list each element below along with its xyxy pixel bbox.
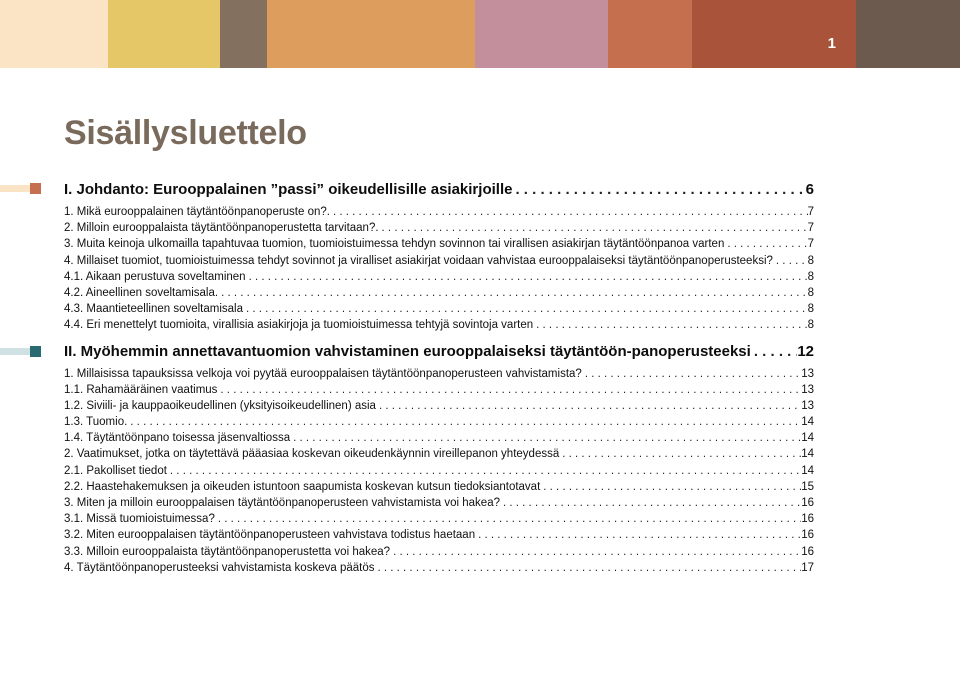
color-segment bbox=[475, 0, 608, 68]
toc-entry[interactable] bbox=[64, 398, 814, 414]
page-number: 1 bbox=[827, 35, 836, 52]
toc-entry[interactable] bbox=[64, 366, 814, 382]
dot-leader bbox=[500, 495, 801, 511]
toc-entry[interactable] bbox=[64, 269, 814, 285]
toc-entry-page: 14 bbox=[801, 464, 814, 477]
dot-leader bbox=[751, 341, 797, 363]
toc-entry-title: 2.1. Pakolliset tiedot bbox=[64, 464, 167, 477]
toc-entry-title: 3.1. Missä tuomioistuimessa? bbox=[64, 513, 215, 526]
table-of-contents bbox=[64, 179, 814, 576]
marker-square bbox=[30, 346, 41, 357]
dot-leader bbox=[724, 236, 807, 252]
toc-entry-title: 4. Täytäntöönpanoperusteeksi vahvistamista koskeva päätös bbox=[64, 561, 375, 574]
toc-entry-page: 13 bbox=[801, 367, 814, 380]
toc-entry-page: 7 bbox=[807, 238, 814, 251]
toc-entry-title: I. Johdanto: Eurooppalainen ”passi” oikeudellisille asiakirjoille bbox=[64, 181, 513, 198]
toc-entry-title: 2. Vaatimukset, jotka on täytettävä pääasiaa koskevan oikeudenkäynnin vireillepanon yhteydessä bbox=[64, 448, 560, 461]
toc-entry[interactable] bbox=[64, 301, 814, 317]
dot-leader bbox=[243, 301, 808, 317]
toc-entry-title: 2. Milloin eurooppalaista täytäntöönpanoperustetta tarvitaan?. bbox=[64, 222, 379, 235]
toc-entry-page: 14 bbox=[801, 448, 814, 461]
toc-entry-page: 16 bbox=[801, 513, 814, 526]
toc-entry[interactable] bbox=[64, 220, 814, 236]
toc-entry-page: 16 bbox=[801, 497, 814, 509]
toc-entry[interactable] bbox=[64, 544, 814, 560]
toc-entry-page: 8 bbox=[807, 319, 814, 332]
toc-entry-page: 6 bbox=[805, 181, 814, 198]
marker-bar bbox=[0, 185, 30, 192]
dot-leader bbox=[167, 463, 801, 479]
toc-entry[interactable] bbox=[64, 430, 814, 446]
dot-leader bbox=[330, 204, 808, 220]
toc-entry-page: 17 bbox=[801, 561, 814, 574]
toc-entry[interactable] bbox=[64, 463, 814, 479]
toc-entry-title: 3.3. Milloin eurooppalaista täytäntöönpanoperustetta voi hakea? bbox=[64, 545, 391, 558]
toc-chapter-entry[interactable] bbox=[64, 179, 814, 201]
dot-leader bbox=[773, 253, 808, 269]
toc-entry-title: 3. Miten ja milloin eurooppalaisen täytäntöönpanoperusteen vahvistamista voi hakea? bbox=[64, 497, 500, 509]
toc-entry[interactable] bbox=[64, 446, 814, 462]
toc-entry-page: 14 bbox=[801, 416, 814, 429]
page-title: Sisällysluettelo bbox=[64, 114, 307, 152]
dot-leader bbox=[215, 511, 801, 527]
toc-entry-page: 12 bbox=[797, 342, 814, 360]
toc-entry-title: 3. Muita keinoja ulkomailla tapahtuvaa tuomion, tuomioistuimessa tehdyn sovinnon tai virallisen asiakirjan täytäntöönpanoa varten bbox=[64, 238, 725, 251]
toc-entry-title: II. Myöhemmin annettavantuomion vahvistaminen eurooppalaiseksi täytäntöön-panoperusteeksi bbox=[64, 342, 751, 360]
toc-entry-title: 1.1. Rahamääräinen vaatimus bbox=[64, 383, 218, 396]
toc-entry-title: 1.3. Tuomio. bbox=[64, 416, 128, 429]
toc-entry-page: 7 bbox=[807, 206, 814, 218]
toc-entry-page: 16 bbox=[801, 545, 814, 558]
toc-entry[interactable] bbox=[64, 511, 814, 527]
marker-bar bbox=[0, 348, 30, 355]
toc-entry-page: 13 bbox=[801, 399, 814, 412]
dot-leader bbox=[582, 366, 801, 382]
dot-leader bbox=[246, 269, 808, 285]
toc-entry-title: 1. Mikä eurooppalainen täytäntöönpanoperuste on?. bbox=[64, 206, 330, 218]
color-segment bbox=[220, 0, 267, 68]
toc-entry-title: 4. Millaiset tuomiot, tuomioistuimessa tehdyt sovinnot ja viralliset asiakirjat voidaan vahvistaa eurooppalaiseksi täytäntöönpanoperusteeksi? bbox=[64, 254, 773, 267]
toc-entry-page: 13 bbox=[801, 383, 814, 396]
dot-leader bbox=[533, 317, 807, 333]
color-segment bbox=[856, 0, 960, 68]
color-segment bbox=[267, 0, 475, 68]
dot-leader bbox=[218, 285, 808, 301]
dot-leader bbox=[512, 179, 805, 201]
toc-entry[interactable] bbox=[64, 495, 814, 511]
toc-entry-title: 1. Millaisissa tapauksissa velkoja voi pyytää eurooppalaisen täytäntöönpanoperusteen vahvistamista? bbox=[64, 367, 582, 380]
color-segment bbox=[108, 0, 220, 68]
toc-entry[interactable] bbox=[64, 317, 814, 333]
dot-leader bbox=[127, 414, 801, 430]
toc-entry[interactable] bbox=[64, 527, 814, 543]
toc-entry-title: 3.2. Miten eurooppalaisen täytäntöönpanoperusteen vahvistava todistus haetaan bbox=[64, 529, 476, 542]
dot-leader bbox=[379, 220, 808, 236]
toc-entry-page: 8 bbox=[807, 303, 814, 316]
toc-entry[interactable] bbox=[64, 560, 814, 576]
toc-entry-title: 1.4. Täytäntöönpano toisessa jäsenvaltiossa bbox=[64, 432, 291, 445]
toc-entry-title: 2.2. Haastehakemuksen ja oikeuden istuntoon saapumista koskevan kutsun tiedoksiantotavat bbox=[64, 480, 541, 493]
toc-chapter-entry[interactable] bbox=[64, 341, 814, 363]
toc-entry-page: 7 bbox=[807, 222, 814, 235]
toc-entry-page: 15 bbox=[801, 480, 814, 493]
toc-entry-title: 4.4. Eri menettelyt tuomioita, virallisia asiakirjoja ja tuomioistuimessa tehtyjä sovintoja varten bbox=[64, 319, 534, 332]
toc-entry[interactable] bbox=[64, 204, 814, 220]
dot-leader bbox=[374, 560, 801, 576]
toc-entry-page: 8 bbox=[807, 270, 814, 283]
toc-entry-page: 14 bbox=[801, 432, 814, 445]
toc-entry-title: 1.2. Siviili- ja kauppaoikeudellinen (yksityisoikeudellinen) asia bbox=[64, 399, 376, 412]
toc-entry[interactable] bbox=[64, 382, 814, 398]
header-color-bar bbox=[0, 0, 960, 68]
toc-entry-title: 4.2. Aineellinen soveltamisala. bbox=[64, 286, 219, 299]
dot-leader bbox=[559, 446, 801, 462]
toc-entry[interactable] bbox=[64, 253, 814, 269]
toc-entry-page: 16 bbox=[801, 529, 814, 542]
toc-entry[interactable] bbox=[64, 236, 814, 252]
dot-leader bbox=[390, 544, 801, 560]
dot-leader bbox=[217, 382, 801, 398]
dot-leader bbox=[540, 479, 801, 495]
toc-entry[interactable] bbox=[64, 414, 814, 430]
color-segment bbox=[608, 0, 692, 68]
color-segment bbox=[0, 0, 108, 68]
dot-leader bbox=[475, 527, 801, 543]
toc-entry[interactable] bbox=[64, 479, 814, 495]
toc-entry[interactable] bbox=[64, 285, 814, 301]
dot-leader bbox=[290, 430, 801, 446]
toc-entry-page: 8 bbox=[807, 286, 814, 299]
toc-entry-title: 4.3. Maantieteellinen soveltamisala bbox=[64, 303, 243, 316]
toc-entry-title: 4.1. Aikaan perustuva soveltaminen bbox=[64, 270, 246, 283]
toc-entry-page: 8 bbox=[807, 254, 814, 267]
marker-square bbox=[30, 183, 41, 194]
dot-leader bbox=[376, 398, 801, 414]
